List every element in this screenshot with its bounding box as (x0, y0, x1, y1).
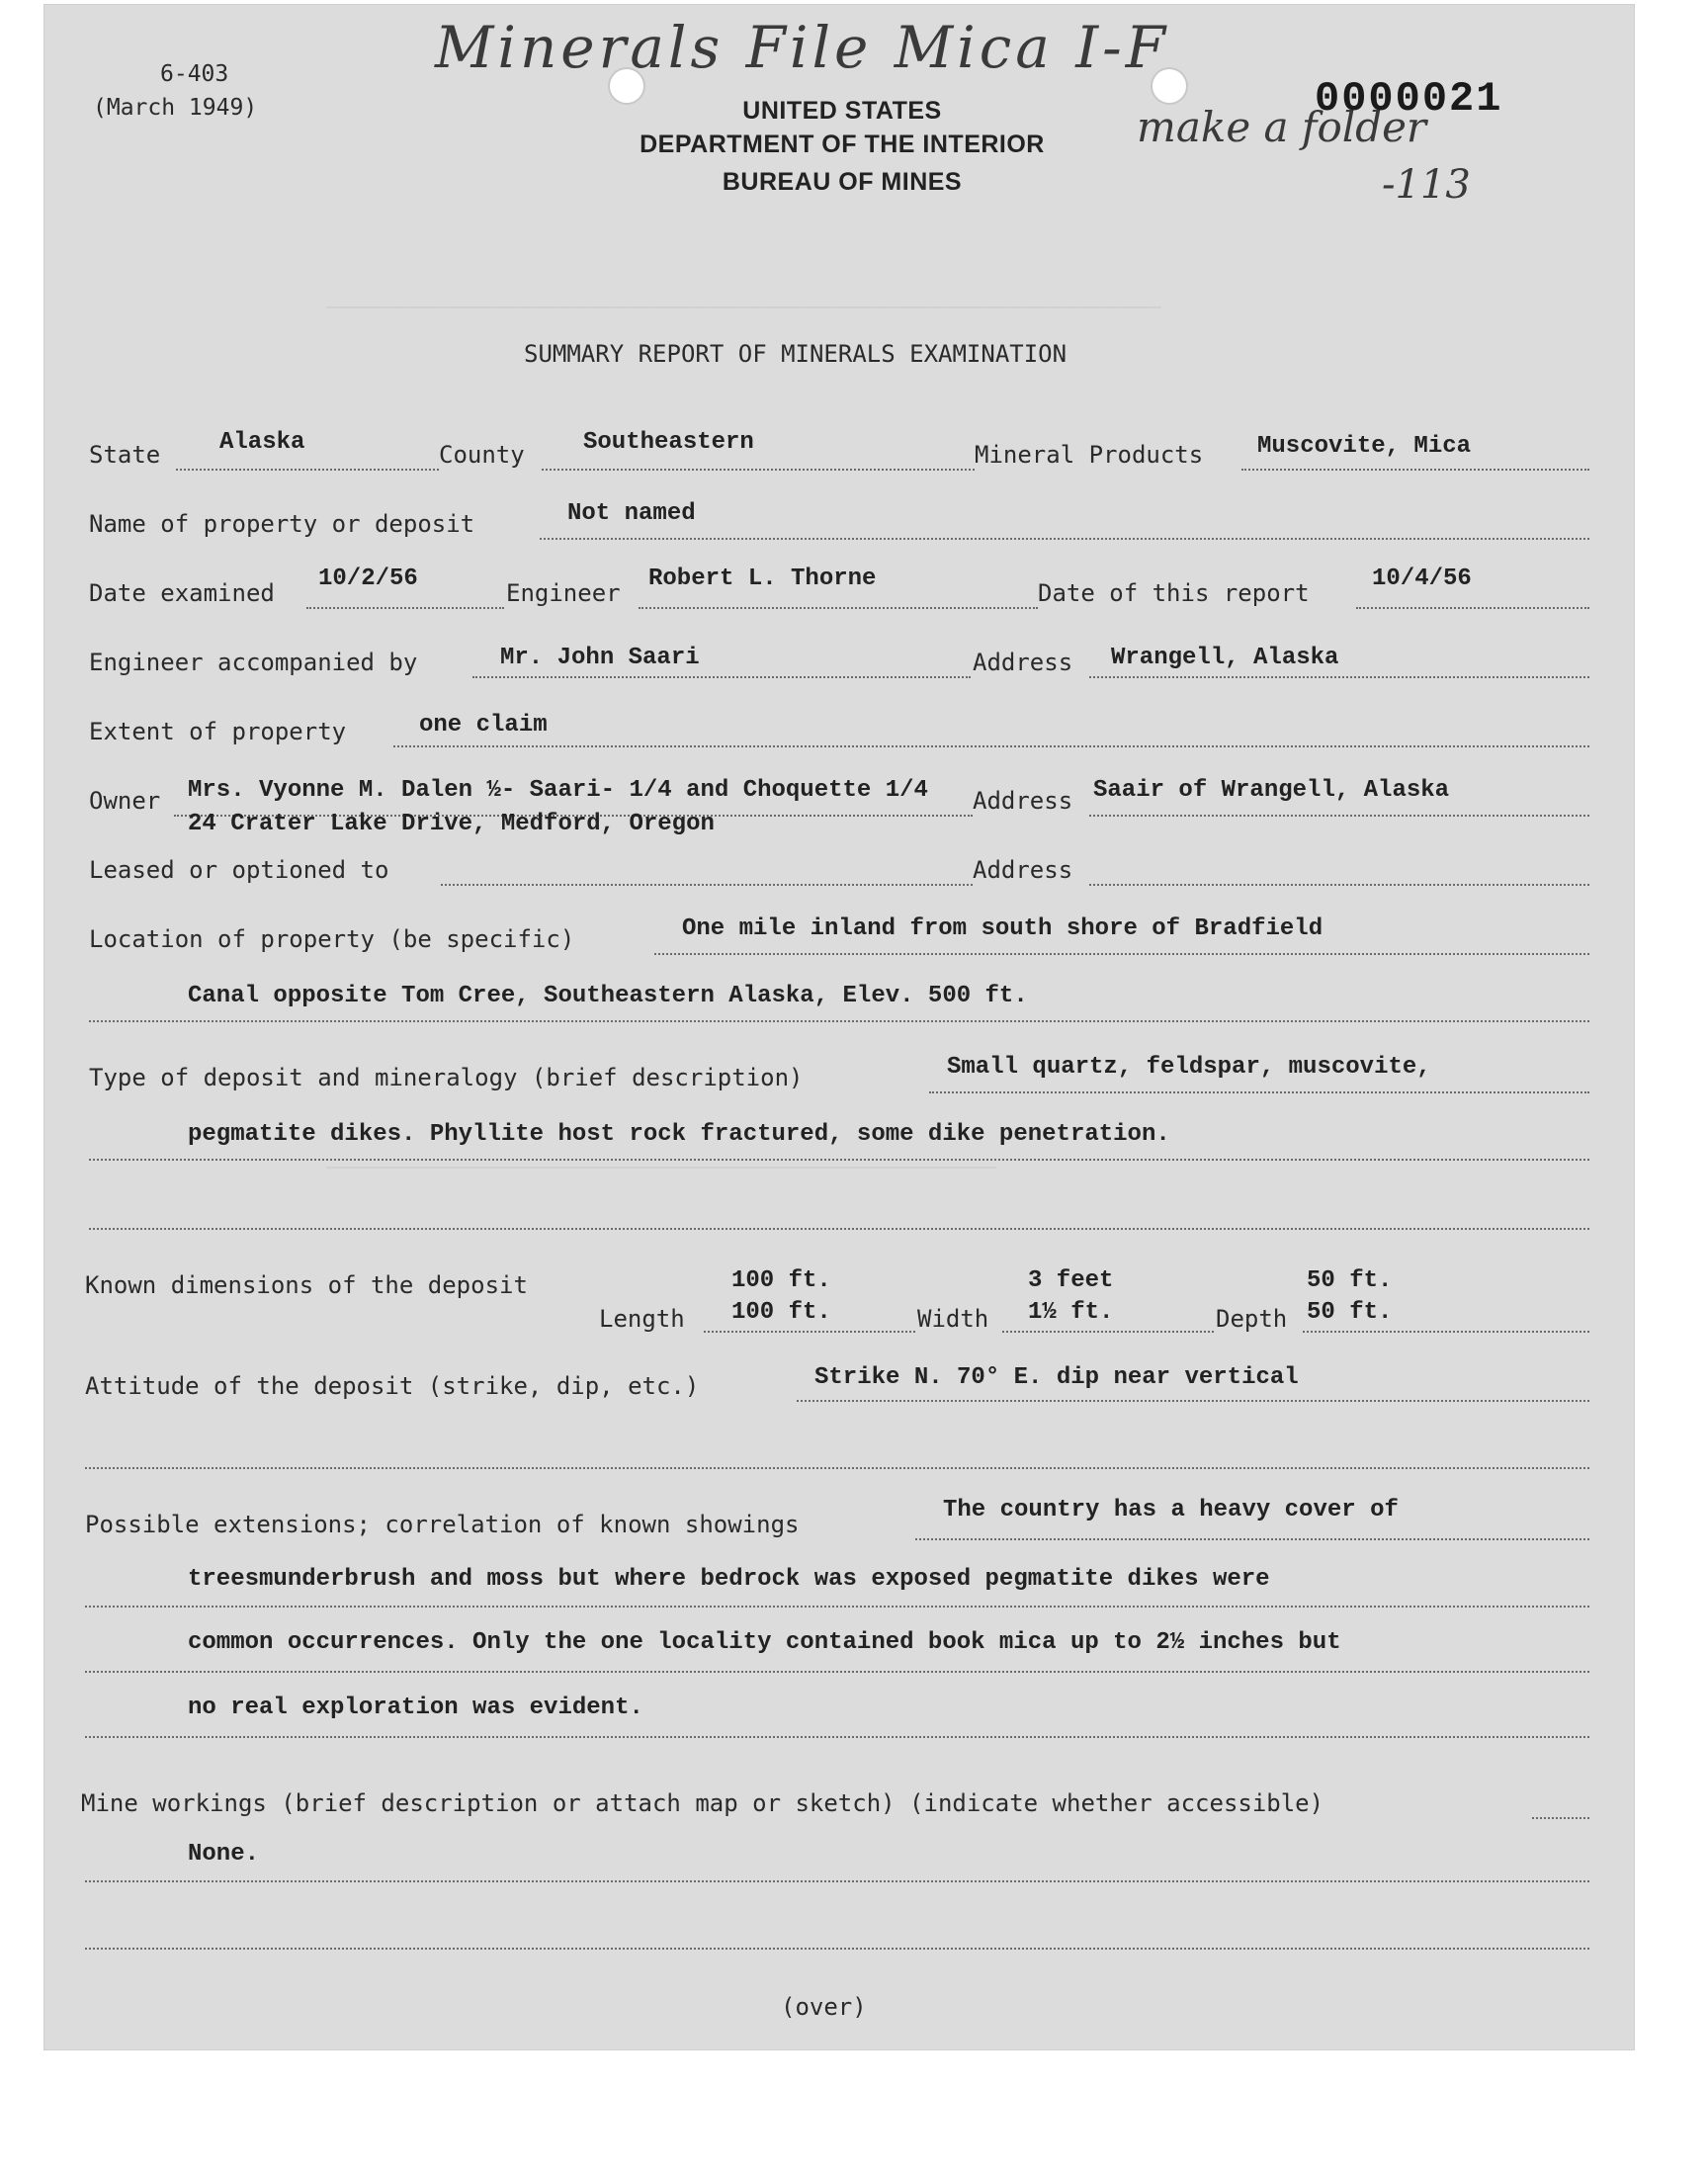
handwritten-folder-note: make a folder (1137, 103, 1426, 151)
location-line-1 (654, 953, 1589, 955)
label-length: Length (599, 1305, 685, 1333)
value-type-line2: pegmatite dikes. Phyllite host rock fractured, some dike penetration. (188, 1121, 1170, 1148)
value-attitude: Strike N. 70° E. dip near vertical (814, 1364, 1299, 1391)
extensions-line-3 (85, 1671, 1589, 1673)
value-state: Alaska (219, 429, 305, 456)
value-type-line1: Small quartz, feldspar, muscovite, (947, 1054, 1431, 1081)
accompanied-address-line (1089, 676, 1589, 678)
label-date-examined: Date examined (89, 579, 275, 607)
value-date-of-report: 10/4/56 (1372, 566, 1472, 592)
handwritten-number: -113 (1382, 162, 1471, 208)
label-owner: Owner (89, 787, 161, 815)
label-depth: Depth (1216, 1305, 1288, 1333)
value-engineer: Robert L. Thorne (648, 566, 877, 592)
value-accompanied-address: Wrangell, Alaska (1111, 645, 1339, 671)
engineer-line (639, 607, 1038, 609)
value-accompanied-by: Mr. John Saari (500, 645, 700, 671)
document-stamp-number: 0000021 (1315, 75, 1503, 123)
value-extent: one claim (419, 712, 548, 739)
label-attitude: Attitude of the deposit (strike, dip, etc.) (85, 1372, 700, 1400)
label-type-of-deposit: Type of deposit and mineralogy (brief description) (89, 1064, 804, 1091)
type-line-2 (89, 1159, 1589, 1161)
county-line (542, 469, 975, 471)
extensions-line-4 (85, 1736, 1589, 1738)
mineral-products-line (1241, 469, 1589, 471)
label-leased-address: Address (973, 856, 1073, 884)
form-date: (March 1949) (93, 95, 258, 121)
leased-address-line (1089, 884, 1589, 886)
value-extensions-line1: The country has a heavy cover of (943, 1497, 1399, 1523)
accompanied-by-line (472, 676, 971, 678)
value-owner-address: Saair of Wrangell, Alaska (1093, 777, 1450, 804)
bleed-through-1: _____________________________________________________________ (326, 306, 1161, 332)
label-accompanied-by: Engineer accompanied by (89, 649, 418, 676)
value-dim-width-upper: 3 feet (1028, 1267, 1114, 1294)
value-extensions-line4: no real exploration was evident. (188, 1695, 643, 1721)
mine-workings-line-0 (1532, 1817, 1589, 1819)
attitude-line-1 (797, 1400, 1589, 1402)
attitude-line-2 (85, 1467, 1589, 1469)
value-owner-line1: Mrs. Vyonne M. Dalen ½- Saari- 1/4 and Choquette 1/4 (188, 777, 928, 804)
value-dim-depth: 50 ft. (1307, 1299, 1393, 1326)
label-leased: Leased or optioned to (89, 856, 389, 884)
header-line-1: UNITED STATES (742, 97, 942, 125)
label-accompanied-address: Address (973, 649, 1073, 676)
owner-address-line (1089, 815, 1589, 817)
label-extensions: Possible extensions; correlation of known showings (85, 1511, 800, 1538)
date-examined-line (306, 607, 504, 609)
label-known-dimensions: Known dimensions of the deposit (85, 1271, 528, 1299)
extensions-line-2 (85, 1606, 1589, 1608)
value-dim-length: 100 ft. (731, 1299, 831, 1326)
label-width: Width (917, 1305, 989, 1333)
label-extent: Extent of property (89, 718, 347, 745)
length-line (704, 1331, 915, 1333)
leased-line (441, 884, 973, 886)
value-owner-line2: 24 Crater Lake Drive, Medford, Oregon (188, 811, 715, 837)
label-engineer: Engineer (506, 579, 621, 607)
bleed-through-2: _________________________________________________ (326, 1167, 997, 1192)
depth-line (1303, 1331, 1589, 1333)
label-location: Location of property (be specific) (89, 925, 575, 953)
mine-workings-line-1 (85, 1880, 1589, 1882)
value-extensions-line2: treesmunderbrush and moss but where bedrock was exposed pegmatite dikes were (188, 1566, 1270, 1593)
value-extensions-line3: common occurrences. Only the one locality contained book mica up to 2½ inches but (188, 1629, 1341, 1656)
value-dim-depth-upper: 50 ft. (1307, 1267, 1393, 1294)
label-county: County (439, 441, 525, 469)
name-of-property-line (540, 538, 1589, 540)
value-location-line1: One mile inland from south shore of Bradfield (682, 915, 1324, 942)
header-line-2: DEPARTMENT OF THE INTERIOR (640, 130, 1045, 158)
label-mineral-products: Mineral Products (975, 441, 1204, 469)
type-line-3 (89, 1228, 1589, 1230)
value-dim-length-upper: 100 ft. (731, 1267, 831, 1294)
label-state: State (89, 441, 161, 469)
value-mine-workings: None. (188, 1841, 260, 1868)
width-line (1002, 1331, 1214, 1333)
label-mine-workings: Mine workings (brief description or attach map or sketch) (indicate whether accessible) (81, 1789, 1324, 1817)
extent-line (393, 745, 1589, 747)
handwritten-file-note: Minerals File Mica I-F (435, 14, 1169, 81)
value-name-of-property: Not named (567, 500, 696, 527)
location-line-2 (89, 1020, 1589, 1022)
extensions-line-1 (915, 1538, 1589, 1540)
over-note: (over) (781, 1993, 867, 2021)
date-of-report-line (1356, 607, 1589, 609)
value-date-examined: 10/2/56 (318, 566, 418, 592)
report-title: SUMMARY REPORT OF MINERALS EXAMINATION (524, 340, 1068, 368)
value-dim-width: 1½ ft. (1028, 1299, 1114, 1326)
label-date-of-report: Date of this report (1038, 579, 1310, 607)
form-number: 6-403 (160, 61, 229, 87)
label-name-of-property: Name of property or deposit (89, 510, 475, 538)
label-owner-address: Address (973, 787, 1073, 815)
value-mineral-products: Muscovite, Mica (1257, 433, 1472, 460)
value-location-line2: Canal opposite Tom Cree, Southeastern Alaska, Elev. 500 ft. (188, 983, 1028, 1009)
state-line (176, 469, 439, 471)
value-county: Southeastern (583, 429, 754, 456)
header-line-3: BUREAU OF MINES (722, 168, 963, 196)
mine-workings-line-2 (85, 1948, 1589, 1950)
type-line-1 (929, 1091, 1589, 1093)
